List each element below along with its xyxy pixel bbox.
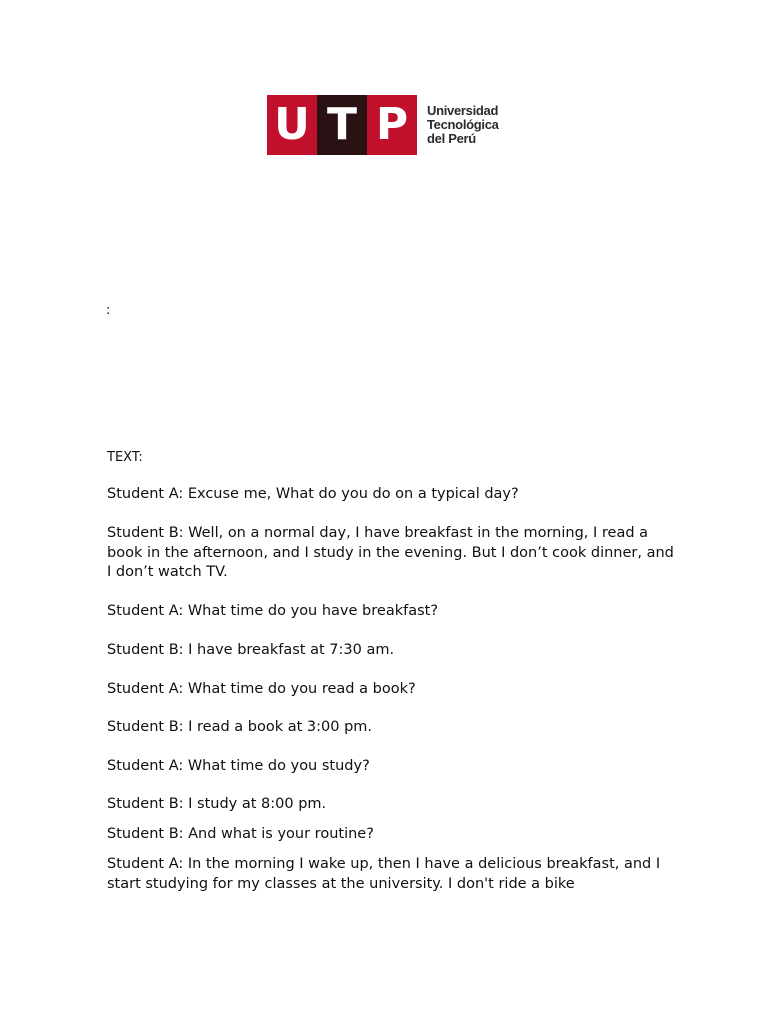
utp-logo <box>267 95 499 155</box>
dialogue-line-2: Student B: Well, on a normal day, I have breakfast in the morning, I read a book in the afternoon, and I study in the evening. But I don’t cook dinner, and I don’t watch TV. <box>107 525 674 580</box>
dialogue-line-4: Student B: I have breakfast at 7:30 am. <box>107 642 395 658</box>
dialogue-line-5: Student A: What time do you read a book? <box>107 681 416 697</box>
logo-letter-u: U <box>267 95 317 155</box>
dialogue-line-1: Student A: Excuse me, What do you do on a typical day? <box>107 486 519 502</box>
logo-letter-t: T <box>317 95 367 155</box>
dialogue-line-8: Student B: I study at 8:00 pm. <box>107 796 327 812</box>
logo-university-name <box>427 104 499 146</box>
dialogue-line-9: Student B: And what is your routine? <box>107 826 374 842</box>
text-heading: TEXT: <box>107 450 143 465</box>
dialogue-line-3: Student A: What time do you have breakfast? <box>107 603 439 619</box>
colon-mark: : <box>106 303 111 318</box>
dialogue-line-6: Student B: I read a book at 3:00 pm. <box>107 719 373 735</box>
dialogue-line-7: Student A: What time do you study? <box>107 758 370 774</box>
logo-name-line-3: del Perú <box>427 131 476 146</box>
logo-letter-p: P <box>367 95 417 155</box>
logo-name-line-2: Tecnológica <box>427 117 499 132</box>
dialogue-line-10: Student A: In the morning I wake up, then I have a delicious breakfast, and I start studying for my classes at the university. I don't ride a bike <box>107 856 661 892</box>
logo-name-line-1: Universidad <box>427 103 499 118</box>
